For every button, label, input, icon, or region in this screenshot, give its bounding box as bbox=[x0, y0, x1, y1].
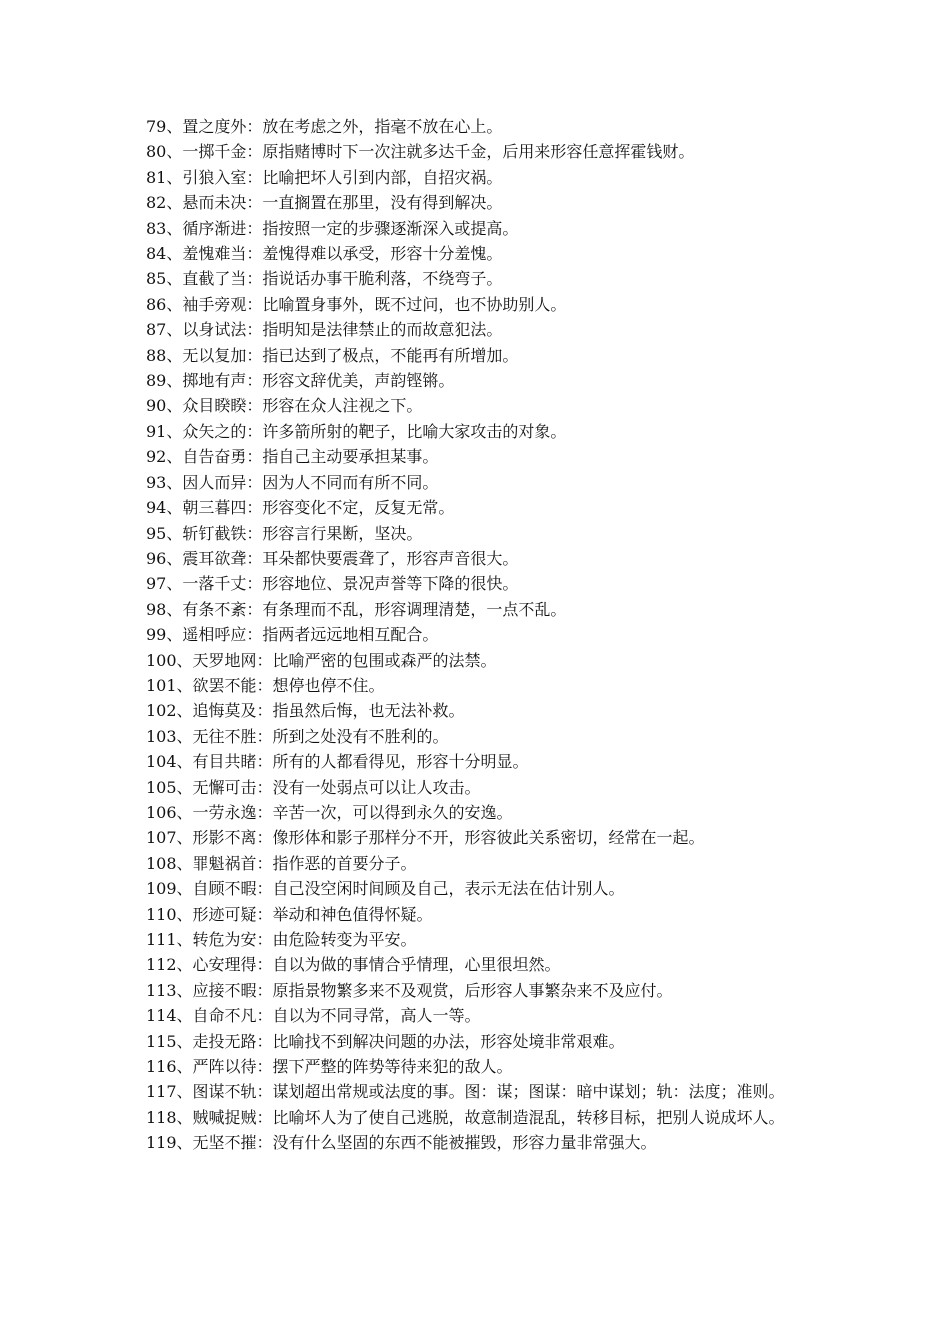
idiom-entry-118: 118、贼喊捉贼：比喻坏人为了使自己逃脱，故意制造混乱，转移目标，把别人说成坏人。 bbox=[146, 1107, 785, 1127]
idiom-entry-115: 115、走投无路：比喻找不到解决问题的办法，形容处境非常艰难。 bbox=[146, 1031, 625, 1051]
idiom-entry-100: 100、天罗地网：比喻严密的包围或森严的法禁。 bbox=[146, 650, 497, 670]
idiom-entry-108: 108、罪魁祸首：指作恶的首要分子。 bbox=[146, 853, 417, 873]
idiom-entry-80: 80、一掷千金：原指赌博时下一次注就多达千金，后用来形容任意挥霍钱财。 bbox=[146, 142, 695, 162]
idiom-entry-109: 109、自顾不暇：自己没空闲时间顾及自己，表示无法在估计别人。 bbox=[146, 879, 625, 899]
idiom-entry-111: 111、转危为安：由危险转变为平安。 bbox=[146, 930, 417, 949]
idiom-entry-88: 88、无以复加：指已达到了极点，不能再有所增加。 bbox=[146, 345, 519, 365]
idiom-entry-91: 91、众矢之的：许多箭所射的靶子，比喻大家攻击的对象。 bbox=[146, 421, 567, 441]
idiom-entry-112: 112、心安理得：自以为做的事情合乎情理，心里很坦然。 bbox=[146, 955, 561, 975]
idiom-entry-79: 79、置之度外：放在考虑之外，指毫不放在心上。 bbox=[146, 117, 503, 136]
idiom-entry-102: 102、追悔莫及：指虽然后悔，也无法补救。 bbox=[146, 701, 465, 721]
idiom-entry-97: 97、一落千丈：形容地位、景况声誉等下降的很快。 bbox=[146, 574, 519, 594]
idiom-entry-87: 87、以身试法：指明知是法律禁止的而故意犯法。 bbox=[146, 320, 503, 340]
idiom-entry-116: 116、严阵以待：摆下严整的阵势等待来犯的敌人。 bbox=[146, 1057, 513, 1077]
idiom-entry-90: 90、众目睽睽：形容在众人注视之下。 bbox=[146, 396, 423, 416]
idiom-entry-101: 101、欲罢不能：想停也停不住。 bbox=[146, 675, 385, 695]
idiom-entry-99: 99、遥相呼应：指两者远远地相互配合。 bbox=[146, 625, 439, 645]
idiom-entry-103: 103、无往不胜：所到之处没有不胜利的。 bbox=[146, 726, 449, 746]
idiom-entry-119: 119、无坚不摧：没有什么坚固的东西不能被摧毁，形容力量非常强大。 bbox=[146, 1133, 657, 1153]
idiom-entry-94: 94、朝三暮四：形容变化不定，反复无常。 bbox=[146, 498, 455, 518]
idiom-entry-92: 92、自告奋勇：指自己主动要承担某事。 bbox=[146, 447, 439, 467]
idiom-entry-85: 85、直截了当：指说话办事干脆利落，不绕弯子。 bbox=[146, 269, 503, 289]
idiom-entry-98: 98、有条不紊：有条理而不乱，形容调理清楚，一点不乱。 bbox=[146, 599, 567, 619]
idiom-entry-113: 113、应接不暇：原指景物繁多来不及观赏，后形容人事繁杂来不及应付。 bbox=[146, 980, 673, 1000]
idiom-entry-83: 83、循序渐进：指按照一定的步骤逐渐深入或提高。 bbox=[146, 218, 519, 238]
idiom-entry-104: 104、有目共睹：所有的人都看得见，形容十分明显。 bbox=[146, 752, 529, 772]
idiom-entry-106: 106、一劳永逸：辛苦一次，可以得到永久的安逸。 bbox=[146, 802, 513, 822]
idiom-entry-89: 89、掷地有声：形容文辞优美，声韵铿锵。 bbox=[146, 371, 455, 391]
idiom-entry-114: 114、自命不凡：自以为不同寻常，高人一等。 bbox=[146, 1006, 481, 1026]
idiom-entry-96: 96、震耳欲聋：耳朵都快要震聋了，形容声音很大。 bbox=[146, 548, 519, 568]
idiom-entry-105: 105、无懈可击：没有一处弱点可以让人攻击。 bbox=[146, 777, 481, 797]
idiom-entry-81: 81、引狼入室：比喻把坏人引到内部，自招灾祸。 bbox=[146, 167, 503, 187]
idiom-entry-110: 110、形迹可疑：举动和神色值得怀疑。 bbox=[146, 904, 433, 924]
idiom-entry-107: 107、形影不离：像形体和影子那样分不开，形容彼此关系密切，经常在一起。 bbox=[146, 828, 705, 848]
idiom-entry-84: 84、羞愧难当：羞愧得难以承受，形容十分羞愧。 bbox=[146, 244, 503, 264]
idiom-entry-86: 86、袖手旁观：比喻置身事外，既不过问，也不协助别人。 bbox=[146, 294, 567, 314]
idiom-entry-82: 82、悬而未决：一直搁置在那里，没有得到解决。 bbox=[146, 193, 503, 213]
idiom-entry-95: 95、斩钉截铁：形容言行果断，坚决。 bbox=[146, 523, 423, 543]
idiom-entry-117: 117、图谋不轨：谋划超出常规或法度的事。图：谋；图谋：暗中谋划；轨：法度；准则。 bbox=[146, 1082, 785, 1102]
idiom-list bbox=[146, 114, 816, 1156]
idiom-entry-93: 93、因人而异：因为人不同而有所不同。 bbox=[146, 472, 439, 492]
